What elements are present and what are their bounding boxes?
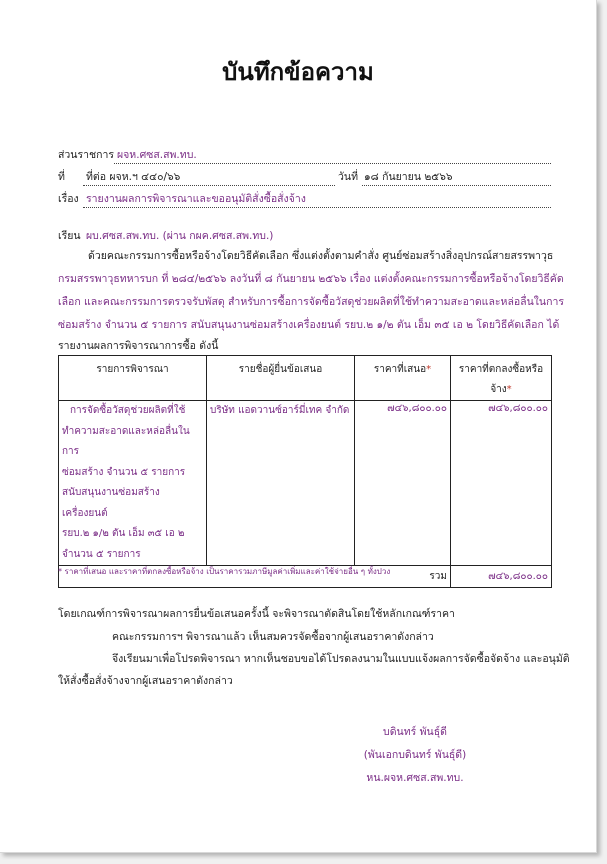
header-offered-price: ราคาที่เสนอ* (355, 356, 451, 401)
agreed-price-cell: ๗๔๖,๘๐๐.๐๐ (451, 401, 552, 566)
memo-title: บันทึกข้อความ (222, 58, 374, 86)
salutation-label: เรียน (58, 230, 81, 242)
vendor-cell: บริษัท แอดวานซ์อาร์มี่เทค จำกัด (207, 401, 355, 566)
total-label: รวม (59, 566, 451, 588)
signature-rank-name: (พันเอกบดินทร์ พันธุ์ดี) (363, 749, 467, 761)
body-line-4: ซ่อมสร้าง จำนวน ๕ รายการ สนับสนุนงานซ่อมสร้างเครื่องยนต์ รยบ.๒ ๑/๒ ตัน เอ็ม ๓๕ เอ ๒ โดยวิธีคัดเลือก ได้ (58, 319, 560, 331)
viewer-scroll-edge (596, 0, 607, 864)
criteria-paragraph: โดยเกณฑ์การพิจารณาผลการยื่นข้อเสนอครั้งนี้ จะพิจารณาตัดสินโดยใช้หลักเกณฑ์ราคา (58, 608, 455, 620)
date-underline (362, 185, 551, 186)
signature-name: บดินทร์ พันธุ์ดี (383, 726, 447, 738)
body-line-2: กรมสรรพาวุธทหารบก ที่ ๒๘๔/๒๕๖๖ ลงวันที่ ๘ กันยายน ๒๕๖๖ เรื่อง แต่งตั้งคณะกรรมการซื้อหรือจ้างโดยวิธีคัด (58, 273, 564, 285)
ref-label: ที่ (58, 171, 65, 183)
body-line-5: รายงานผลการพิจารณาการซื้อ ดังนี้ (58, 340, 219, 352)
agency-underline (114, 163, 551, 164)
agency-label: ส่วนราชการ (58, 149, 115, 161)
price-footnote: * ราคาที่เสนอ และราคาที่ตกลงซื้อหรือจ้าง เป็นราคารวมภาษีมูลค่าเพิ่มและค่าใช้จ่ายอื่น ๆ ทั้งปวง (58, 567, 391, 576)
table-header-row (59, 356, 552, 401)
header-agreed-price: ราคาที่ตกลงซื้อหรือจ้าง* (451, 356, 552, 401)
table-row (59, 401, 552, 566)
committee-paragraph: คณะกรรมการฯ พิจารณาแล้ว เห็นสมควรจัดซื้อจากผู้เสนอราคาดังกล่าว (112, 631, 434, 643)
subject-underline (83, 207, 551, 208)
subject-value: รายงานผลการพิจารณาและขออนุมัติสั่งซื้อสั่งจ้าง (86, 193, 306, 205)
header-item: รายการพิจารณา (59, 356, 207, 401)
agency-value: ผจห.ศซส.สพ.ทบ. (117, 149, 197, 161)
request-paragraph-1: จึงเรียนมาเพื่อโปรดพิจารณา หากเห็นชอบขอได้โปรดลงนามในแบบแจ้งผลการจัดซื้อจัดจ้าง และอนุมัติ (112, 653, 570, 665)
header-vendor: รายชื่อผู้ยื่นข้อเสนอ (207, 356, 355, 401)
ref-value: ที่ต่อ ผจห.ฯ ๔๔๐/๖๖ (86, 171, 181, 183)
offered-price-cell: ๗๔๖,๘๐๐.๐๐ (355, 401, 451, 566)
total-value: ๗๔๖,๘๐๐.๐๐ (451, 566, 552, 588)
subject-label: เรื่อง (58, 193, 79, 205)
request-paragraph-2: ให้สั่งซื้อสั่งจ้างจากผู้เสนอราคาดังกล่าว (58, 675, 233, 687)
signature-position: หน.ผจห.ศซส.สพ.ทบ. (366, 772, 464, 784)
salutation-value: ผบ.ศซส.สพ.ทบ. (ผ่าน กผค.ศซส.สพ.ทบ.) (86, 230, 274, 242)
body-line-3: เลือก และคณะกรรมการตรวจรับพัสดุ สำหรับการซื้อการจัดซื้อวัสดุช่วยผลิตที่ใช้ทำความสะอาดและหล่อลื่นในการ (58, 296, 564, 308)
viewer-bottom-edge (0, 852, 607, 864)
date-value: ๑๘ กันยายน ๒๕๖๖ (364, 171, 453, 183)
price-table (58, 355, 552, 588)
date-label: วันที่ (338, 171, 358, 183)
item-cell: การจัดซื้อวัสดุช่วยผลิตที่ใช้ ทำความสะอาดและหล่อลื่นในการ ซ่อมสร้าง จำนวน ๕ รายการ สนับสนุนงานซ่อมสร้างเครื่องยนต์ รยบ.๒ ๑/๒ ตัน เอ็ม ๓๕ เอ ๒ จำนวน ๕ รายการ (59, 401, 207, 566)
ref-underline (83, 185, 335, 186)
body-line-1: ด้วยคณะกรรมการซื้อหรือจ้างโดยวิธีคัดเลือก ซึ่งแต่งตั้งตามคำสั่ง ศูนย์ซ่อมสร้างสิ่งอุปกรณ์สายสรรพาวุธ (88, 250, 554, 262)
